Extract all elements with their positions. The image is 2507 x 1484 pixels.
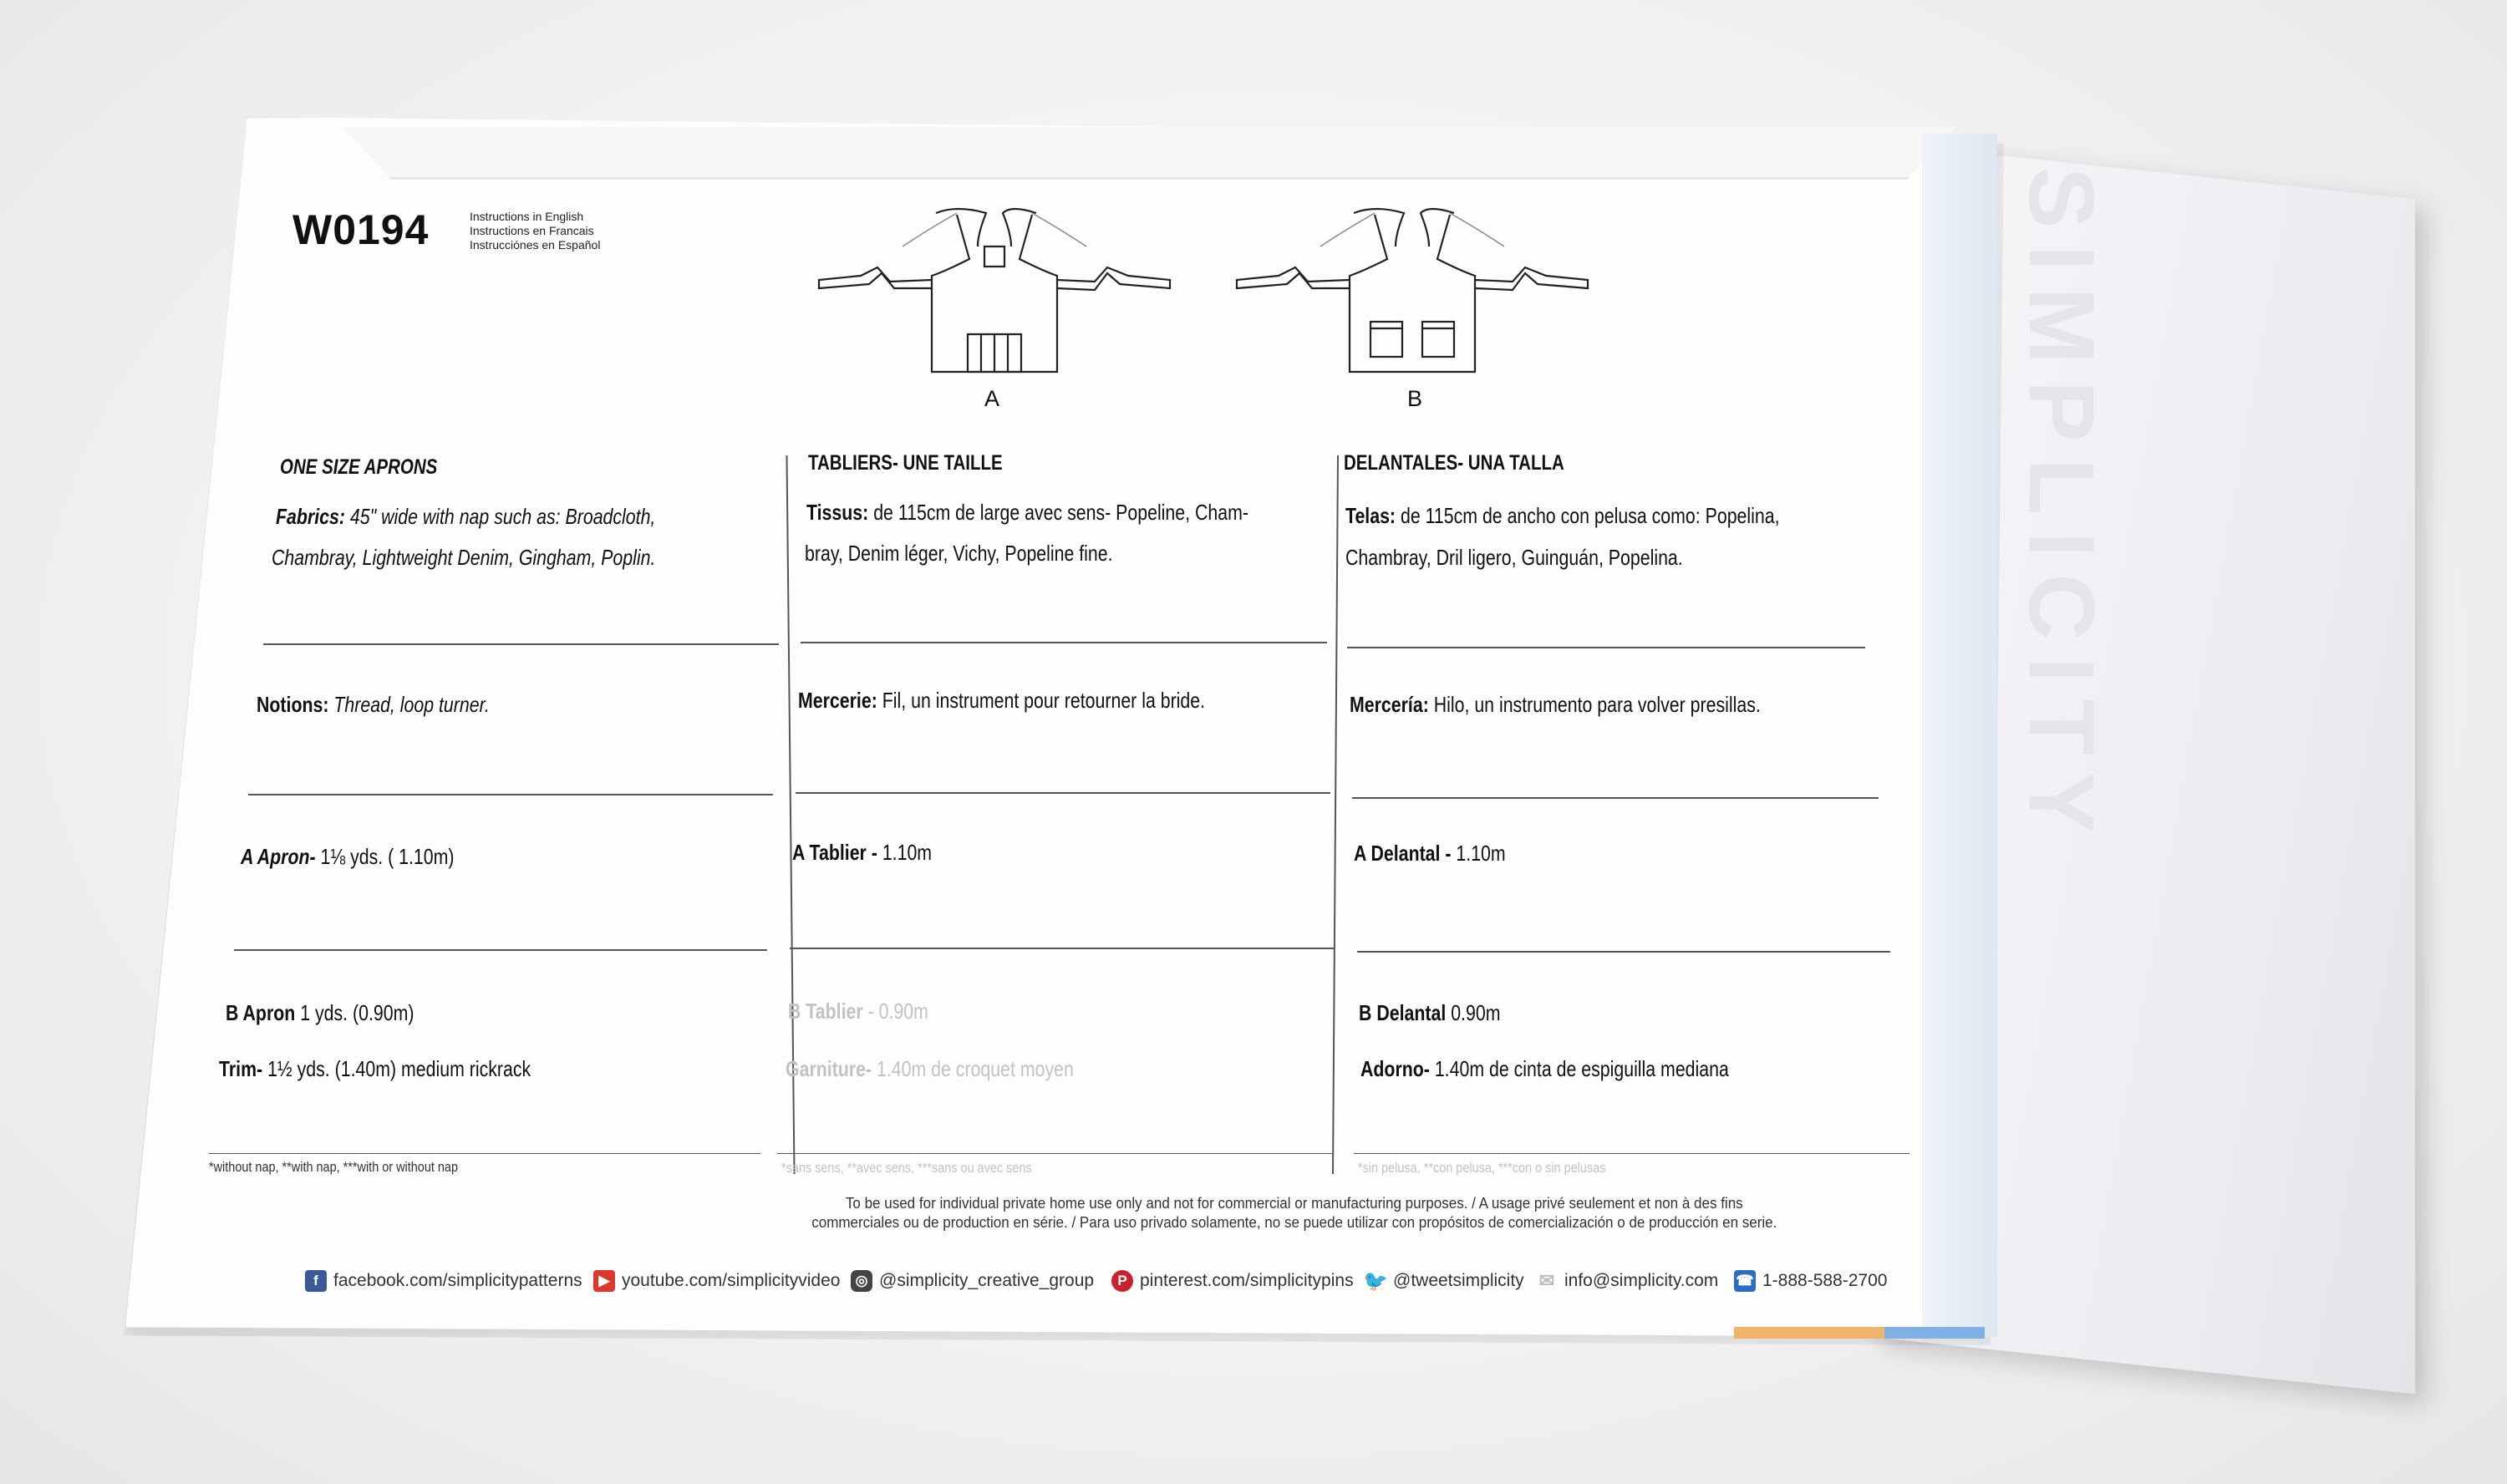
legal-notice [802,1193,1787,1232]
english-trim: Trim- 1½ yds. (1.40m) medium rickrack [219,1056,531,1081]
french-notions: Mercerie: Fil, un instrument pour retourner la bride. [798,688,1206,713]
spanish-view-a-yardage: A Delantal - 1.10m [1354,841,1506,866]
language-french: Instructions en Francais [470,224,594,237]
twitter-icon: 🐦 [1363,1269,1388,1293]
english-view-a-yardage: A Apron- 1⅛ yds. ( 1.10m) [241,844,455,869]
social-twitter[interactable]: 🐦 @tweetsimplicity [1363,1269,1524,1293]
apron-view-a-illustration [811,196,1178,414]
english-notions: Notions: Thread, loop turner. [257,692,490,717]
spanish-rule-1 [1347,647,1865,648]
french-fabrics-line1: Tissus: de 115cm de large avec sens- Popeline, Cham- [806,500,1248,525]
legal-line-1: To be used for individual private home use only and not for commercial or manufacturing purposes. / A usage privé seulement et non à des fins [845,1194,1743,1212]
email-icon: ✉ [1538,1270,1555,1291]
english-rule-4 [209,1153,760,1154]
apron-view-b-illustration [1228,196,1596,414]
facebook-icon: f [305,1270,327,1292]
french-title: TABLIERS- UNE TAILLE [808,451,1003,475]
social-facebook[interactable]: f facebook.com/simplicitypatterns [305,1270,582,1292]
envelope-edge [1922,134,1997,1337]
spanish-trim: Adorno- 1.40m de cinta de espiguilla mediana [1360,1056,1729,1081]
color-strip [1734,1327,1985,1339]
french-trim: Garniture- 1.40m de croquet moyen [786,1056,1074,1081]
english-rule-2 [248,794,773,795]
social-phone[interactable]: ☎ 1-888-588-2700 [1734,1270,1887,1292]
spanish-rule-2 [1352,797,1879,799]
social-email[interactable]: ✉ info@simplicity.com [1536,1270,1718,1292]
french-rule-4 [777,1153,1333,1154]
spanish-title: DELANTALES- UNA TALLA [1344,451,1564,475]
english-view-b-yardage: B Apron 1 yds. (0.90m) [226,1000,414,1025]
english-title: ONE SIZE APRONS [280,455,438,479]
english-rule-3 [234,949,767,951]
language-spanish: Instrucciónes en Español [470,238,601,252]
french-view-b-yardage: B Tablier - 0.90m [788,999,928,1024]
spanish-view-b-yardage: B Delantal 0.90m [1359,1000,1501,1025]
english-fabrics-line2: Chambray, Lightweight Denim, Gingham, Poplin. [272,545,656,570]
social-pinterest[interactable]: P pinterest.com/simplicitypins [1111,1270,1354,1292]
pinterest-icon: P [1111,1270,1133,1292]
french-footnote: *sans sens, **avec sens, ***sans ou avec sens [781,1160,1032,1176]
english-rule-1 [263,643,779,645]
english-footnote: *without nap, **with nap, ***with or without nap [209,1159,459,1175]
english-fabrics-line1: Fabrics: 45" wide with nap such as: Broadcloth, [276,504,656,529]
view-a-label: A [984,386,1000,411]
spanish-notions: Mercería: Hilo, un instrumento para volver presillas. [1350,692,1761,717]
language-english: Instructions in English [470,210,584,223]
french-fabrics-line2: bray, Denim léger, Vichy, Popeline fine. [805,541,1113,566]
spanish-footnote: *sin pelusa, **con pelusa, ***con o sin pelusas [1358,1160,1606,1176]
language-list [470,210,600,252]
youtube-icon: ▶ [593,1270,615,1292]
spanish-rule-4 [1354,1153,1909,1154]
envelope-flap [343,127,1955,180]
pattern-code: W0194 [292,206,430,253]
social-instagram[interactable]: ◎ @simplicity_creative_group [851,1270,1094,1292]
legal-line-2: commerciales ou de production en série. / Para uso privado solamente, no se puede utilizar con propósitos de comercialización o de producción en serie. [811,1213,1777,1231]
french-rule-2 [796,792,1330,794]
french-rule-1 [801,642,1327,643]
instagram-icon: ◎ [851,1270,872,1292]
french-rule-3 [790,948,1335,949]
phone-icon: ☎ [1734,1270,1756,1292]
french-view-a-yardage: A Tablier - 1.10m [792,840,933,865]
envelope-watermark: SIMPLICITY [2010,167,2113,851]
social-youtube[interactable]: ▶ youtube.com/simplicityvideo [593,1270,840,1292]
spanish-fabrics-line2: Chambray, Dril ligero, Guinguán, Popelina. [1345,545,1683,570]
view-b-label: B [1407,386,1423,411]
spanish-fabrics-line1: Telas: de 115cm de ancho con pelusa como: Popelina, [1345,503,1780,528]
spanish-rule-3 [1357,951,1890,953]
